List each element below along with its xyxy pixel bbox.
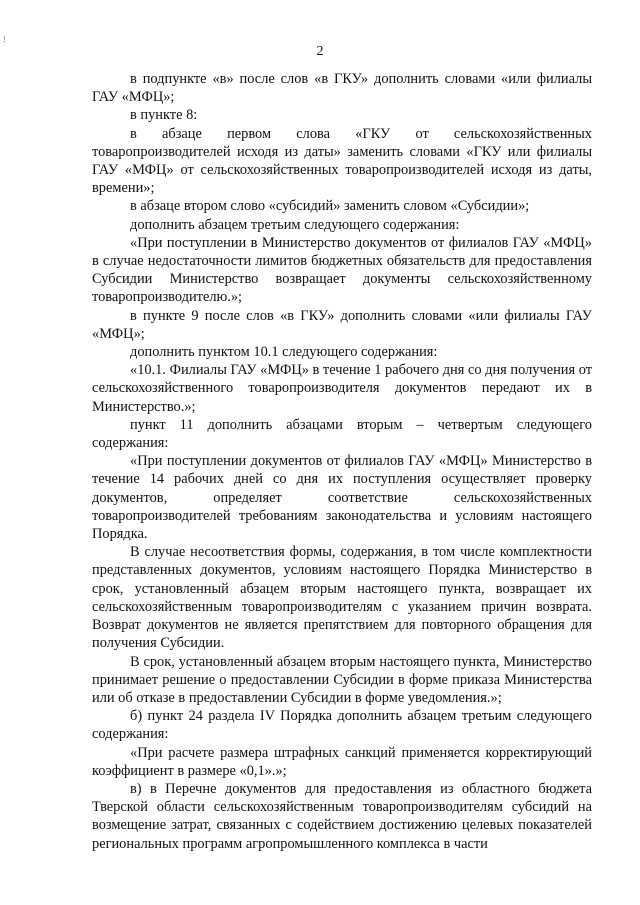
paragraph: дополнить абзацем третьим следующего содержания: <box>130 216 460 233</box>
paragraph: «При расчете размера штрафных санкций применяется корректирующий коэффициент в размере «0,1».»; <box>92 744 592 779</box>
paragraph: В срок, установленный абзацем вторым настоящего пункта, Министерство принимает решение о предоставлении Субсидии в форме приказа Министерства или об отказе в предоставлении Субсидии в форме уведомления.»; <box>92 653 592 706</box>
page-number: 2 <box>316 44 324 59</box>
document-body <box>92 70 592 853</box>
margin-mark: ! <box>3 35 6 44</box>
paragraph: в подпункте «в» после слов «в ГКУ» дополнить словами «или филиалы ГАУ «МФЦ»; <box>92 71 592 106</box>
paragraph: «При поступлении в Министерство документов от филиалов ГАУ «МФЦ» в случае недостаточности лимитов бюджетных обязательств для предоставления Субсидии Министерство возвращает документы сельскохозяйственному товаропроизводителю.»; <box>92 234 592 306</box>
paragraph: в абзаце первом слова «ГКУ от сельскохозяйственных товаропроизводителей исходя из даты» заменить словами «ГКУ или филиалы ГАУ «МФЦ» от сельскохозяйственных товаропроизводителей исходя из даты, времени»; <box>92 125 592 197</box>
paragraph: пункт 11 дополнить абзацами вторым – четвертым следующего содержания: <box>92 416 592 452</box>
paragraph: б) пункт 24 раздела IV Порядка дополнить абзацем третьим следующего содержания: <box>92 708 592 743</box>
paragraph: в) в Перечне документов для предоставления из областного бюджета Тверской области сельскохозяйственным товаропроизводителям субсидий на возмещение затрат, связанных с содействием достижению целевых показателей региональных программ агропромышленного комплекса в части <box>92 780 592 852</box>
paragraph: «При поступлении документов от филиалов ГАУ «МФЦ» Министерство в течение 14 рабочих дней со дня их поступления осуществляет проверку документов, определяет соответствие сельскохозяйственных товаропроизводителей требованиям законодательства и условиям настоящего Порядка. <box>92 453 592 543</box>
paragraph: в абзаце втором слово «субсидий» заменить словом «Субсидии»; <box>130 198 530 215</box>
paragraph: дополнить пунктом 10.1 следующего содержания: <box>130 344 438 361</box>
paragraph: в пункте 8: <box>130 107 198 124</box>
paragraph: В случае несоответствия формы, содержания, в том числе комплектности представленных документов, условиям настоящего Порядка Министерство в срок, установленный абзацем вторым настоящего пункта, возвращает их сельскохозяйственным товаропроизводителям с указанием причин возврата. Возврат документов не является препятствием для повторного обращения для получения Субсидии. <box>92 544 592 652</box>
paragraph: в пункте 9 после слов «в ГКУ» дополнить словами «или филиалы ГАУ «МФЦ»; <box>92 307 592 342</box>
paragraph: «10.1. Филиалы ГАУ «МФЦ» в течение 1 рабочего дня со дня получения от сельскохозяйственного товаропроизводителя документов передают их в Министерство.»; <box>92 362 592 415</box>
